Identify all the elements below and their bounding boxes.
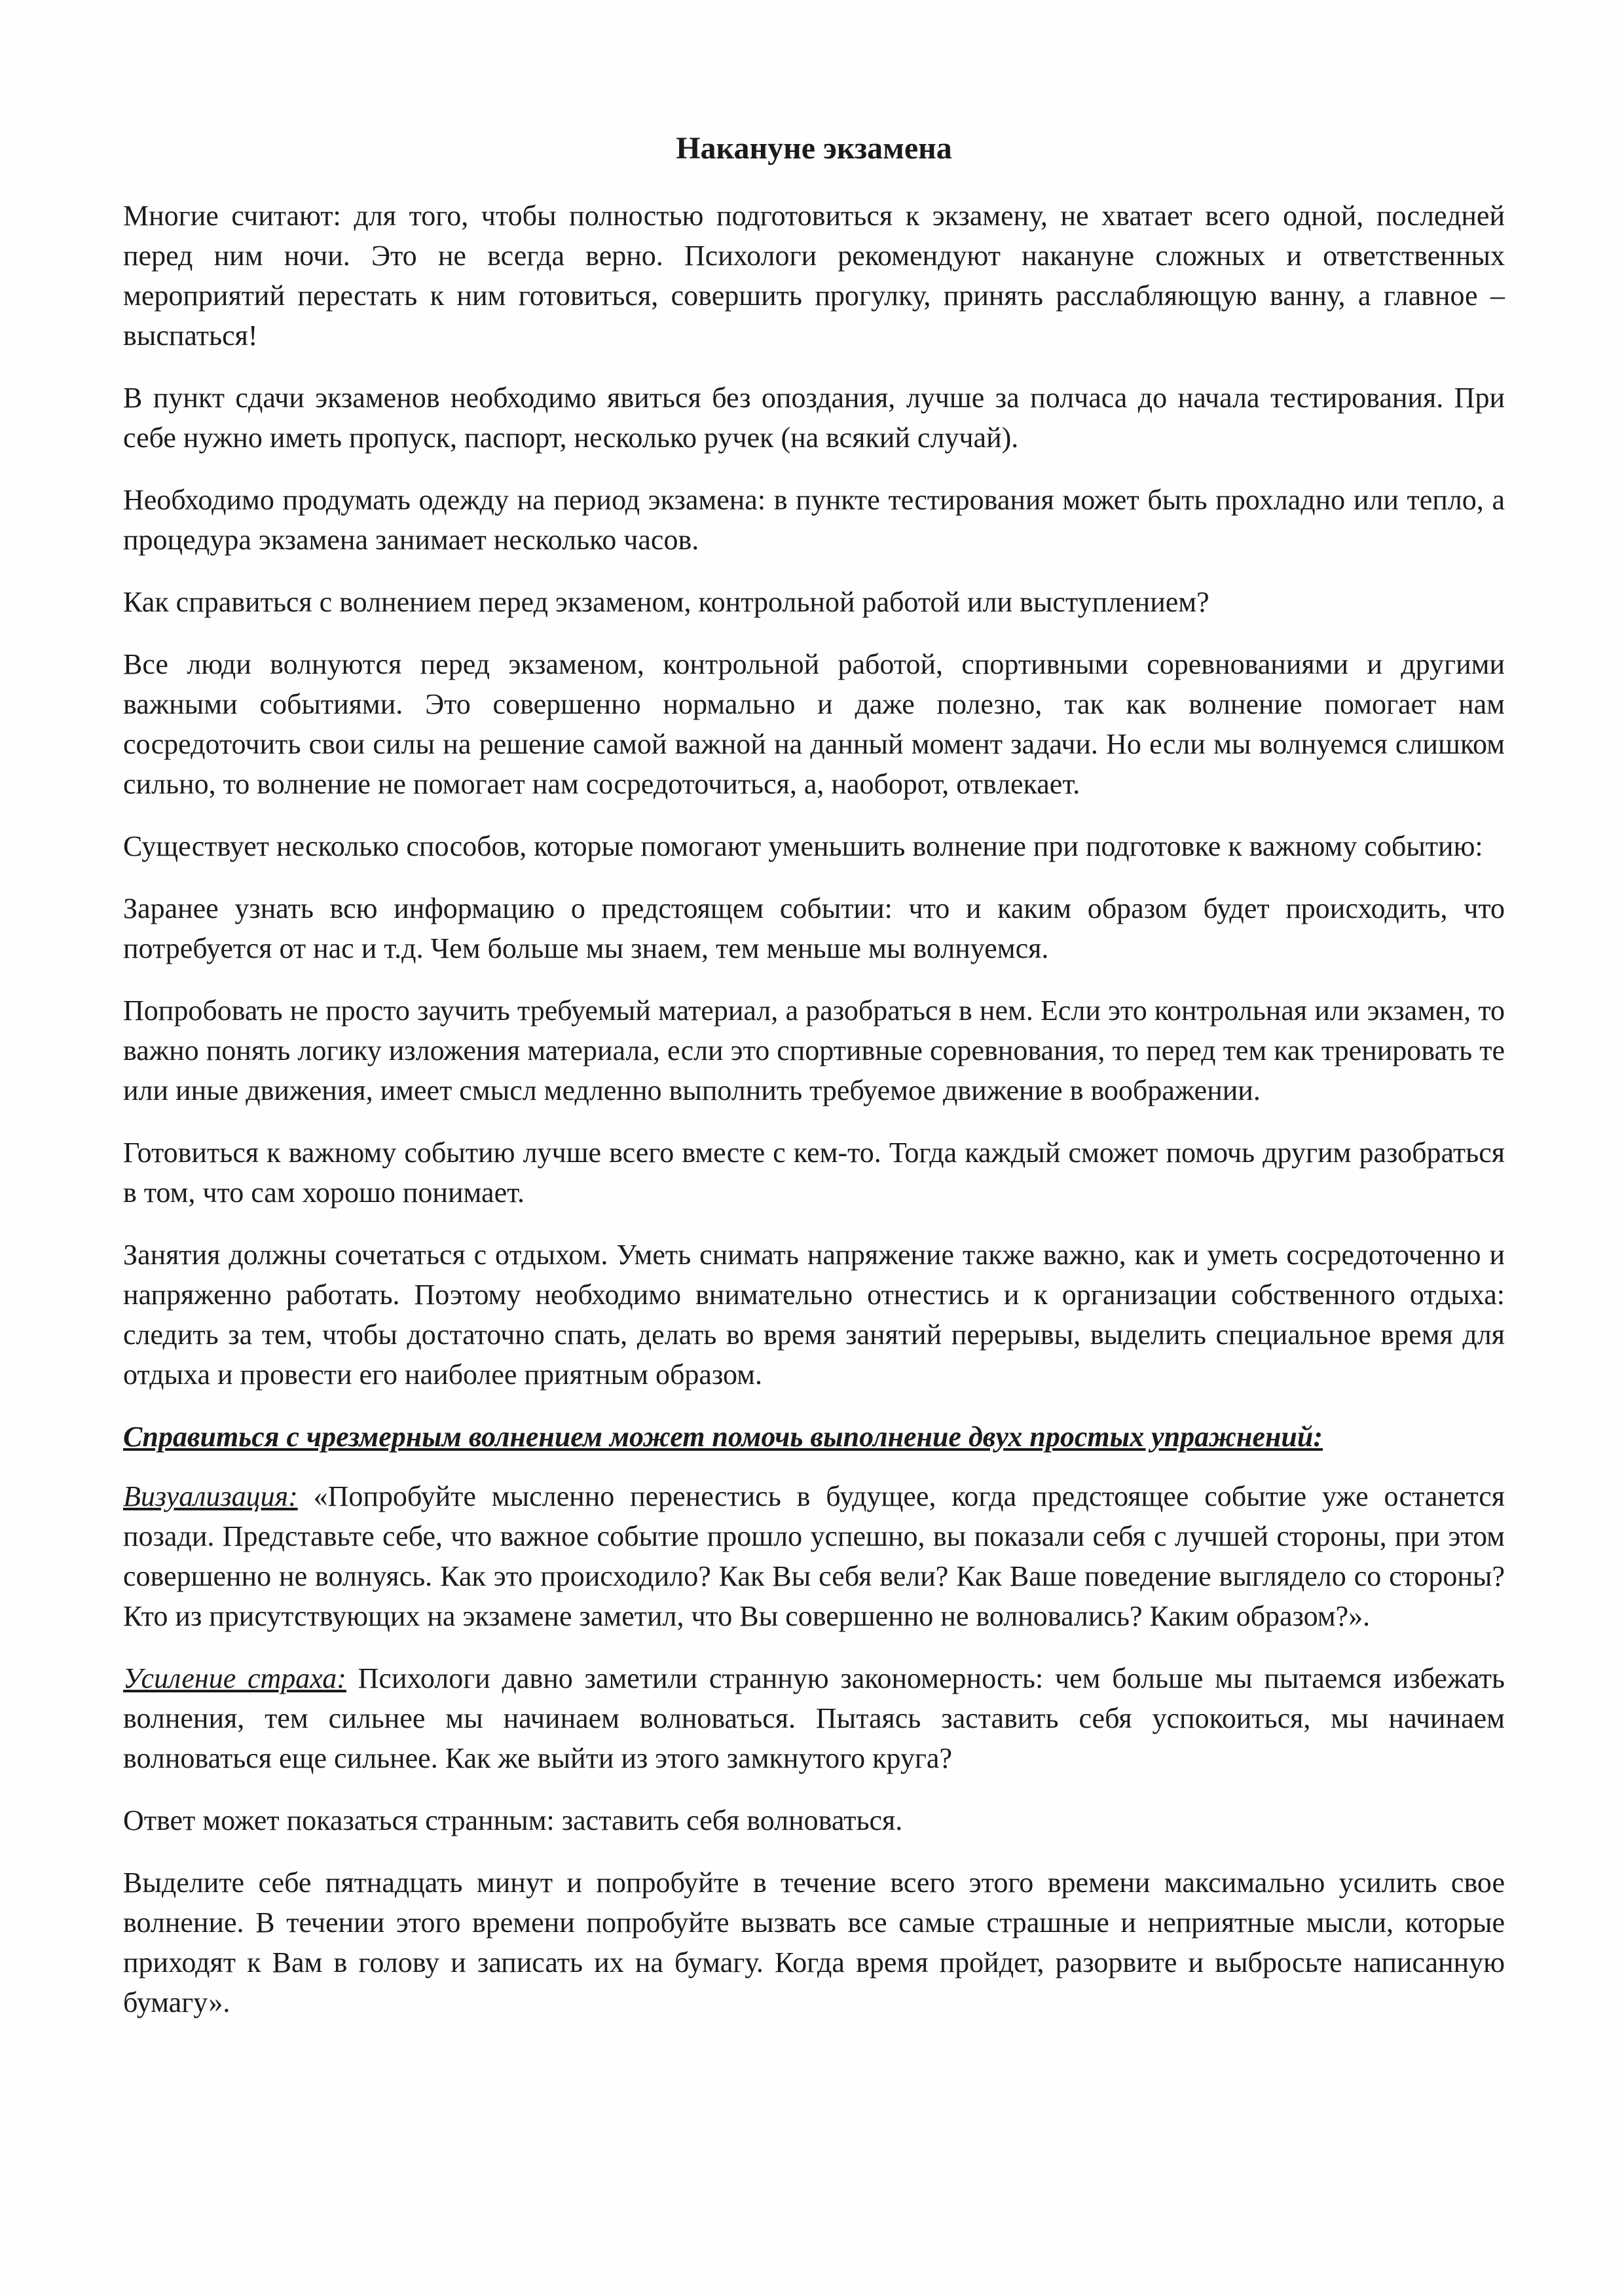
paragraph-fear-amplification [123, 1658, 1505, 1778]
visualization-text: «Попробуйте мысленно перенестись в будущее, когда предстоящее событие уже останется позади. Представьте себе, что важное событие прошло успешно, вы показали себя с лучшей стороны, при этом совершенно не волнуясь. Как это происходило? Как Вы себя вели? Как Ваше поведение выглядело со стороны? Кто из присутствующих на экзамене заметил, что Вы совершенно не волновались? Каким образом?». [123, 1480, 1505, 1632]
fear-amplification-lead: Усиление страха: [123, 1662, 346, 1694]
visualization-lead: Визуализация: [123, 1480, 298, 1512]
exercises-heading: Справиться с чрезмерным волнением может помочь выполнение двух простых упражнений: [123, 1421, 1323, 1453]
paragraph-method-information: Заранее узнать всю информацию о предстоящем событии: что и каким образом будет происходить, что потребуется от нас и т.д. Чем больше мы знаем, тем меньше мы волнуемся. [123, 892, 1505, 964]
paragraph-night-before: Многие считают: для того, чтобы полностью подготовиться к экзамену, не хватает всего одной, последней перед ним ночи. Это не всегда верно. Психологи рекомендуют накануне сложных и ответственных мероприятий перестать к ним готовиться, совершить прогулку, принять расслабляющую ванну, а главное – выспаться! [123, 200, 1505, 352]
paragraph-anxiety: Все люди волнуются перед экзаменом, контрольной работой, спортивными соревнованиями и другими важными событиями. Это совершенно нормально и даже полезно, так как волнение помогает нам сосредоточить свои силы на решение самой важной на данный момент задачи. Но если мы волнуемся слишком сильно, то волнение не помогает нам сосредоточиться, а, наоборот, отвлекает. [123, 648, 1505, 800]
document-body [123, 128, 1505, 2045]
paragraph-method-together: Готовиться к важному событию лучше всего вместе с кем-то. Тогда каждый сможет помочь другим разобраться в том, что сам хорошо понимает. [123, 1137, 1505, 1209]
paragraph-question: Как справиться с волнением перед экзаменом, контрольной работой или выступлением? [123, 586, 1209, 618]
paragraph-exercise-instructions: Выделите себе пятнадцать минут и попробуйте в течение всего этого времени максимально усилить свое волнение. В течении этого времени попробуйте вызвать все самые страшные и неприятные мысли, которые приходят к Вам в голову и записать их на бумагу. Когда время пройдет, разорвите и выбросьте написанную бумагу». [123, 1867, 1505, 2018]
paragraph-arrival: В пункт сдачи экзаменов необходимо явиться без опоздания, лучше за полчаса до начала тестирования. При себе нужно иметь пропуск, паспорт, несколько ручек (на всякий случай). [123, 382, 1505, 454]
paragraph-methods-intro: Существует несколько способов, которые помогают уменьшить волнение при подготовке к важному событию: [123, 830, 1483, 862]
paragraph-method-understanding: Попробовать не просто заучить требуемый материал, а разобраться в нем. Если это контрольная или экзамен, то важно понять логику изложения материала, если это спортивные соревнования, то перед тем как тренировать те или иные движения, имеет смысл медленно выполнить требуемое движение в воображении. [123, 994, 1505, 1106]
paragraph-method-rest: Занятия должны сочетаться с отдыхом. Уметь снимать напряжение также важно, как и уметь сосредоточенно и напряженно работать. Поэтому необходимо внимательно отнестись и к организации собственного отдыха: следить за тем, чтобы достаточно спать, делать во время занятий перерывы, выделить специальное время для отдыха и провести его наиболее приятным образом. [123, 1239, 1505, 1391]
paragraph-answer: Ответ может показаться странным: заставить себя волноваться. [123, 1804, 903, 1836]
fear-amplification-text: Психологи давно заметили странную закономерность: чем больше мы пытаемся избежать волнения, тем сильнее мы начинаем волноваться. Пытаясь заставить себя успокоиться, мы начинаем волноваться еще сильнее. Как же выйти из этого замкнутого круга? [123, 1662, 1505, 1774]
document-title: Накануне экзамена [676, 131, 952, 166]
paragraph-clothing: Необходимо продумать одежду на период экзамена: в пункте тестирования может быть прохладно или тепло, а процедура экзамена занимает несколько часов. [123, 484, 1505, 556]
paragraph-visualization [123, 1476, 1505, 1636]
